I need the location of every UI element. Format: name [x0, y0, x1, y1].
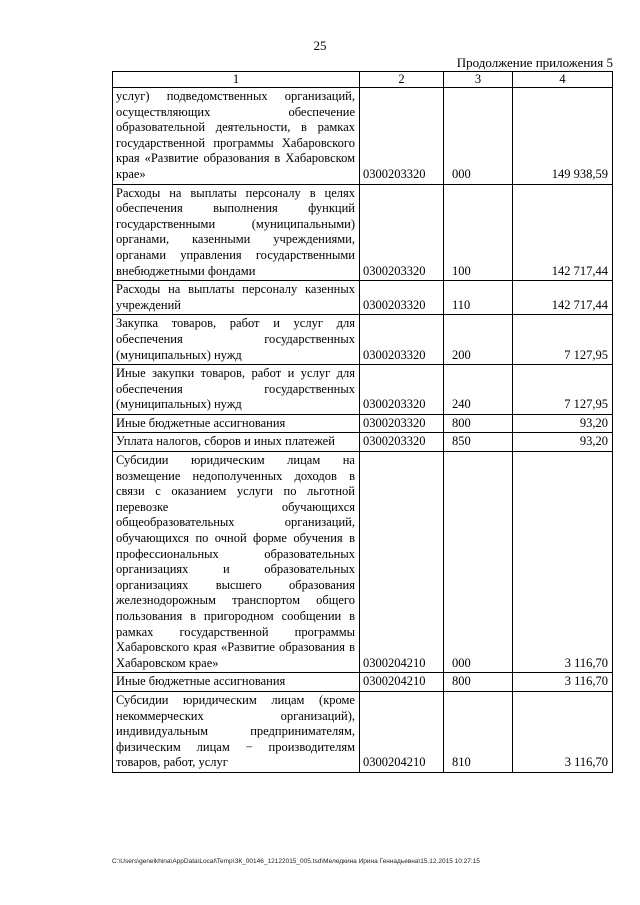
table-row [113, 184, 613, 281]
table-row [113, 452, 613, 673]
table-row [113, 691, 613, 772]
table-row [113, 414, 613, 433]
row-target-code: 0300203320 [360, 414, 444, 433]
row-description: Закупка товаров, работ и услуг для обеспечения государственных (муниципальных) нужд [113, 315, 360, 365]
table-header-row [113, 72, 613, 88]
column-header-2: 2 [360, 72, 444, 88]
row-target-code: 0300203320 [360, 315, 444, 365]
row-amount: 3 116,70 [513, 673, 613, 692]
row-amount: 7 127,95 [513, 365, 613, 415]
row-target-code: 0300204210 [360, 452, 444, 673]
row-amount: 3 116,70 [513, 691, 613, 772]
row-target-code: 0300204210 [360, 673, 444, 692]
row-expense-type: 200 [444, 315, 513, 365]
row-amount: 142 717,44 [513, 281, 613, 315]
table-row [113, 315, 613, 365]
row-expense-type: 800 [444, 414, 513, 433]
table-row [113, 433, 613, 452]
row-amount: 3 116,70 [513, 452, 613, 673]
row-description: Иные бюджетные ассигнования [113, 673, 360, 692]
row-description: Иные закупки товаров, работ и услуг для обеспечения государственных (муниципальных) нужд [113, 365, 360, 415]
column-header-4: 4 [513, 72, 613, 88]
row-expense-type: 850 [444, 433, 513, 452]
table-row [113, 673, 613, 692]
row-expense-type: 240 [444, 365, 513, 415]
row-description: Уплата налогов, сборов и иных платежей [113, 433, 360, 452]
column-header-1: 1 [113, 72, 360, 88]
row-target-code: 0300203320 [360, 433, 444, 452]
row-expense-type: 000 [444, 88, 513, 185]
row-expense-type: 810 [444, 691, 513, 772]
row-description: услуг) подведомственных организаций, осуществляющих обеспечение образовательной деятельности, в рамках государственной программы Хабаровского края «Развитие образования в Хабаровском крае» [113, 88, 360, 185]
budget-table [112, 71, 613, 773]
row-description: Расходы на выплаты персоналу казенных учреждений [113, 281, 360, 315]
row-expense-type: 110 [444, 281, 513, 315]
row-expense-type: 100 [444, 184, 513, 281]
row-description: Расходы на выплаты персоналу в целях обеспечения выполнения функций государственными (муниципальными) органами, казенными учреждениями, органами управления государственными внебюджетными фондами [113, 184, 360, 281]
row-amount: 142 717,44 [513, 184, 613, 281]
column-header-3: 3 [444, 72, 513, 88]
row-amount: 93,20 [513, 433, 613, 452]
row-description: Субсидии юридическим лицам (кроме некоммерческих организаций), индивидуальным предпринимателям, физическим лицам − производителям товаров, работ, услуг [113, 691, 360, 772]
continuation-label: Продолжение приложения 5 [456, 55, 613, 70]
table-row [113, 365, 613, 415]
row-target-code: 0300203320 [360, 88, 444, 185]
row-description: Иные бюджетные ассигнования [113, 414, 360, 433]
footer-file-path: C:\Users\genelkhina\AppData\Local\Temp\ЗК_00146_12122015_005.tsd\Меледкина Ирина Геннадьевна\15.12.2015 10:27:15 [112, 858, 480, 865]
table-row [113, 88, 613, 185]
row-target-code: 0300204210 [360, 691, 444, 772]
row-target-code: 0300203320 [360, 365, 444, 415]
row-amount: 93,20 [513, 414, 613, 433]
row-target-code: 0300203320 [360, 184, 444, 281]
row-expense-type: 800 [444, 673, 513, 692]
row-expense-type: 000 [444, 452, 513, 673]
row-description: Субсидии юридическим лицам на возмещение недополученных доходов в связи с оказанием услуги по льготной перевозке обучающихся общеобразовательных организаций, обучающихся по очной форме обучения в профессиональных образовательных организациях и образовательных организациях высшего образования железнодорожным транспортом общего пользования в пригородном сообщении в рамках государственной программы Хабаровского края «Развитие образования в Хабаровском крае» [113, 452, 360, 673]
row-amount: 7 127,95 [513, 315, 613, 365]
page-number: 25 [313, 38, 327, 53]
table-row [113, 281, 613, 315]
row-amount: 149 938,59 [513, 88, 613, 185]
row-target-code: 0300203320 [360, 281, 444, 315]
